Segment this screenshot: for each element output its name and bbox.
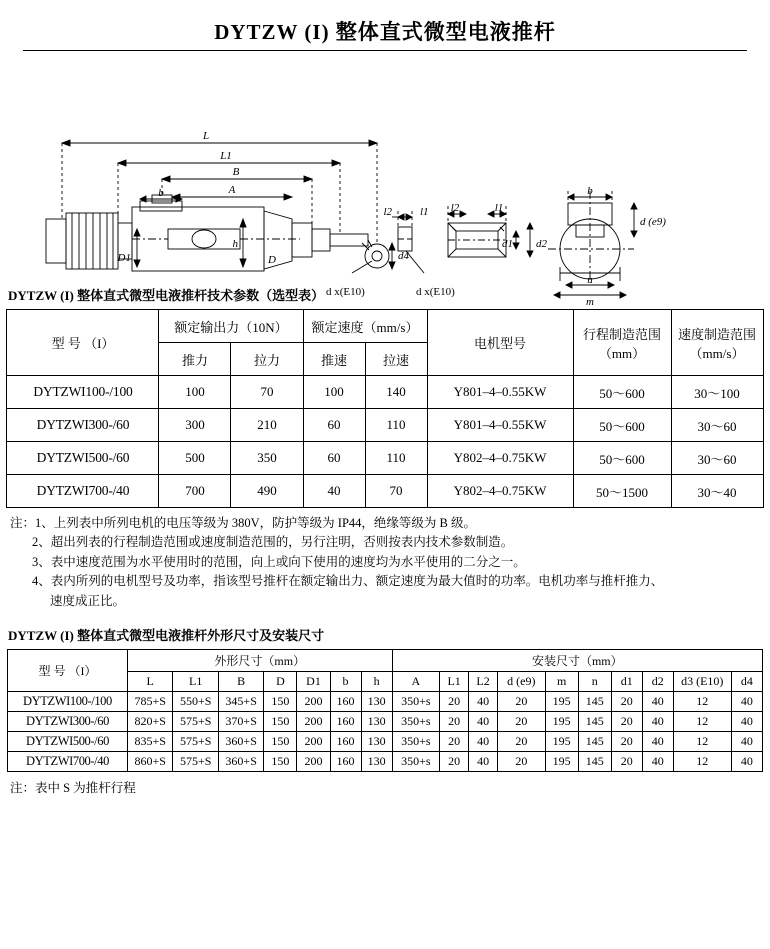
dims-cell: 820+S [127, 711, 172, 731]
dims-cell-model: DYTZWI500-/60 [8, 731, 128, 751]
spec-cell-pull: 70 [231, 376, 303, 409]
dims-cell: 40 [731, 691, 762, 711]
dims-header-model-text: 型 号 （I） [38, 663, 97, 678]
dims-cell-model: DYTZWI100-/100 [8, 691, 128, 711]
spec-cell-push: 100 [159, 376, 231, 409]
spec-header-row-1 [7, 310, 763, 343]
dims-cell: 575+S [173, 731, 218, 751]
drawing-label-m: m [586, 296, 594, 308]
dims-cell: 145 [578, 731, 611, 751]
dims-col-b: b [330, 671, 361, 691]
drawing-label-D1: D1 [117, 252, 131, 264]
drawing-label-B: B [232, 166, 240, 178]
dims-cell: 195 [545, 691, 578, 711]
drawing-label-b-top: b [587, 185, 593, 197]
drawing-label-b: b [158, 187, 164, 199]
table-row [7, 409, 763, 442]
dims-cell: 20 [611, 691, 642, 711]
drawing-label-D: D [268, 254, 276, 266]
drawing-label-d1: d1 [502, 238, 513, 250]
spec-cell-model: DYTZWI300-/60 [7, 409, 159, 442]
drawing-label-l2-right: l2 [450, 202, 460, 214]
spec-cell-pull-speed: 140 [365, 376, 427, 409]
table-row [8, 691, 763, 711]
table-row [7, 442, 763, 475]
dims-col-d3-e10: d3 (E10) [673, 671, 731, 691]
dims-col-h: h [361, 671, 392, 691]
spec-notes [0, 508, 770, 613]
spec-cell-model: DYTZWI500-/60 [7, 442, 159, 475]
drawing-label-L: L [202, 130, 210, 142]
drawing-label-d4: d4 [398, 250, 409, 262]
dims-cell: 20 [440, 751, 469, 771]
dims-cell: 130 [361, 751, 392, 771]
dims-col-L: L [127, 671, 172, 691]
dims-cell: 350+s [392, 691, 440, 711]
dims-cell: 150 [264, 751, 297, 771]
drawing-label-d-e9: d (e9) [640, 216, 666, 228]
dims-cell: 860+S [127, 751, 172, 771]
dims-cell: 20 [498, 751, 546, 771]
spec-header-motor-model: 电机型号 [427, 310, 573, 376]
dims-cell: 370+S [218, 711, 263, 731]
table-row [8, 711, 763, 731]
dims-cell: 12 [673, 731, 731, 751]
spec-section-heading: DYTZW (I) 整体直式微型电液推杆技术参数（选型表） [8, 288, 325, 303]
spec-cell-push: 500 [159, 442, 231, 475]
dims-cell: 150 [264, 691, 297, 711]
dims-cell-model: DYTZWI700-/40 [8, 751, 128, 771]
spec-cell-push-speed: 40 [303, 475, 365, 508]
dims-cell: 20 [440, 691, 469, 711]
dims-cell: 40 [642, 711, 673, 731]
dims-col-A: A [392, 671, 440, 691]
dims-header-outline: 外形尺寸（mm） [127, 649, 392, 671]
dims-col-D1: D1 [297, 671, 330, 691]
spec-cell-speed: 30～60 [671, 409, 763, 442]
dims-cell: 360+S [218, 751, 263, 771]
dims-cell: 160 [330, 731, 361, 751]
dims-cell: 785+S [127, 691, 172, 711]
spec-header-rated-speed: 额定速度（mm/s） [303, 310, 427, 343]
dims-col-n: n [578, 671, 611, 691]
dims-cell: 835+S [127, 731, 172, 751]
dims-cell: 145 [578, 691, 611, 711]
dims-cell: 145 [578, 751, 611, 771]
table-row [7, 475, 763, 508]
drawing-label-dx-e10-right: d x(E10) [416, 286, 455, 298]
spec-cell-pull: 210 [231, 409, 303, 442]
spec-note-2: 2、超出列表的行程制造范围或速度制造范围的，另行注明，否则按表内技术参数制造。 [32, 535, 514, 550]
spec-cell-motor: Y802–4–0.75KW [427, 475, 573, 508]
spec-cell-stroke: 50～600 [573, 442, 671, 475]
dims-cell: 195 [545, 751, 578, 771]
spec-cell-push-speed: 60 [303, 442, 365, 475]
dims-cell-model: DYTZWI300-/60 [8, 711, 128, 731]
dims-col-m: m [545, 671, 578, 691]
table-row [7, 376, 763, 409]
dims-cell: 575+S [173, 751, 218, 771]
spec-cell-speed: 30～60 [671, 442, 763, 475]
dims-cell: 40 [642, 751, 673, 771]
spec-cell-stroke: 50～600 [573, 409, 671, 442]
dims-cell: 350+s [392, 751, 440, 771]
dims-header-install: 安装尺寸（mm） [392, 649, 762, 671]
drawing-label-A: A [228, 184, 236, 196]
spec-header-rated-output: 额定输出力（10N） [159, 310, 303, 343]
dims-cell: 150 [264, 711, 297, 731]
dims-cell: 150 [264, 731, 297, 751]
spec-cell-pull: 490 [231, 475, 303, 508]
dims-header-row-1 [8, 649, 763, 671]
drawing-label-L1: L1 [220, 150, 232, 162]
drawing-label-l1-right: l1 [494, 202, 504, 214]
drawing-label-l1-left: l1 [420, 206, 429, 218]
dims-col-L2: L2 [469, 671, 498, 691]
dims-col-d1: d1 [611, 671, 642, 691]
spec-header-push-speed: 推速 [303, 343, 365, 376]
spec-cell-motor: Y802–4–0.75KW [427, 442, 573, 475]
dims-note: 注：表中 S 为推杆行程 [10, 780, 136, 795]
dims-cell: 360+S [218, 731, 263, 751]
dims-col-L1: L1 [173, 671, 218, 691]
dims-cell: 550+S [173, 691, 218, 711]
dims-cell: 20 [440, 731, 469, 751]
spec-header-stroke-range [573, 310, 671, 376]
spec-cell-push: 300 [159, 409, 231, 442]
dims-col-D: D [264, 671, 297, 691]
spec-cell-speed: 30～40 [671, 475, 763, 508]
spec-cell-model: DYTZWI700-/40 [7, 475, 159, 508]
dims-cell: 12 [673, 751, 731, 771]
drawing-label-d2: d2 [536, 238, 547, 250]
dims-cell: 40 [731, 711, 762, 731]
dims-cell: 195 [545, 711, 578, 731]
drawing-label-dx-e10-left: d x(E10) [326, 286, 365, 298]
drawing-label-h: h [232, 238, 238, 250]
page-title: DYTZW (I) 整体直式微型电液推杆 [214, 20, 556, 44]
dims-cell: 130 [361, 711, 392, 731]
dims-cell: 40 [469, 751, 498, 771]
dims-cell: 12 [673, 711, 731, 731]
spec-cell-stroke: 50～1500 [573, 475, 671, 508]
spec-cell-pull-speed: 110 [365, 442, 427, 475]
dims-cell: 40 [469, 731, 498, 751]
dims-col-d4: d4 [731, 671, 762, 691]
spec-table [6, 309, 763, 508]
dims-cell: 200 [297, 751, 330, 771]
dims-cell: 160 [330, 691, 361, 711]
drawing-label-n: n [587, 274, 593, 286]
spec-header-push: 推力 [159, 343, 231, 376]
table-row [8, 751, 763, 771]
spec-cell-push: 700 [159, 475, 231, 508]
dims-cell: 12 [673, 691, 731, 711]
dims-cell: 350+s [392, 711, 440, 731]
dims-cell: 130 [361, 691, 392, 711]
dims-cell: 350+s [392, 731, 440, 751]
spec-header-pull-speed: 拉速 [365, 343, 427, 376]
dims-cell: 20 [611, 711, 642, 731]
dims-cell: 200 [297, 691, 330, 711]
dims-cell: 40 [642, 731, 673, 751]
spec-cell-pull-speed: 110 [365, 409, 427, 442]
spec-cell-pull: 350 [231, 442, 303, 475]
dims-cell: 40 [469, 691, 498, 711]
spec-cell-push-speed: 100 [303, 376, 365, 409]
spec-cell-speed: 30～100 [671, 376, 763, 409]
dims-cell: 40 [731, 731, 762, 751]
table-row [8, 731, 763, 751]
spec-header-pull: 拉力 [231, 343, 303, 376]
dims-header-model [8, 649, 128, 691]
spec-cell-pull-speed: 70 [365, 475, 427, 508]
spec-header-model: 型 号 （I） [7, 310, 159, 376]
dims-cell: 200 [297, 731, 330, 751]
spec-note-4b: 速度成正比。 [50, 593, 126, 608]
dims-cell: 575+S [173, 711, 218, 731]
spec-cell-motor: Y801–4–0.55KW [427, 376, 573, 409]
spec-note-1: 注：1、上列表中所列电机的电压等级为 380V，防护等级为 IP44，绝缘等级为 B 级。 [10, 516, 476, 530]
dims-cell: 40 [469, 711, 498, 731]
dims-col-d-e9: d (e9) [498, 671, 546, 691]
spec-cell-motor: Y801–4–0.55KW [427, 409, 573, 442]
spec-header-stroke-range-text: 行程制造范围（mm） [582, 326, 661, 361]
dims-section-heading: DYTZW (I) 整体直式微型电液推杆外形尺寸及安装尺寸 [8, 627, 325, 643]
dims-col-d2: d2 [642, 671, 673, 691]
spec-cell-model: DYTZWI100-/100 [7, 376, 159, 409]
dims-cell: 20 [498, 691, 546, 711]
spec-header-speed-range-text: 速度制造范围（mm/s） [677, 326, 756, 361]
spec-header-speed-range [671, 310, 763, 376]
dims-cell: 20 [440, 711, 469, 731]
dims-cell: 160 [330, 751, 361, 771]
dims-cell: 20 [498, 731, 546, 751]
dims-cell: 40 [731, 751, 762, 771]
dims-cell: 40 [642, 691, 673, 711]
dims-cell: 200 [297, 711, 330, 731]
dims-col-L1b: L1 [440, 671, 469, 691]
dims-col-B: B [218, 671, 263, 691]
dims-cell: 130 [361, 731, 392, 751]
drawing-label-l2-left: l2 [383, 206, 392, 218]
spec-note-4: 4、表内所列的电机型号及功率，指该型号推杆在额定输出力、额定速度为最大值时的功率。电机功率与推杆推力、 [32, 574, 664, 589]
dims-cell: 20 [498, 711, 546, 731]
spec-cell-push-speed: 60 [303, 409, 365, 442]
dims-cell: 20 [611, 751, 642, 771]
spec-cell-stroke: 50～600 [573, 376, 671, 409]
dims-cell: 195 [545, 731, 578, 751]
dims-cell: 345+S [218, 691, 263, 711]
dimensions-table [7, 649, 763, 772]
dims-cell: 160 [330, 711, 361, 731]
spec-note-3: 3、表中速度范围为水平使用时的范围，向上或向下使用的速度均为水平使用的二分之一。 [32, 554, 526, 569]
dims-cell: 145 [578, 711, 611, 731]
dims-cell: 20 [611, 731, 642, 751]
